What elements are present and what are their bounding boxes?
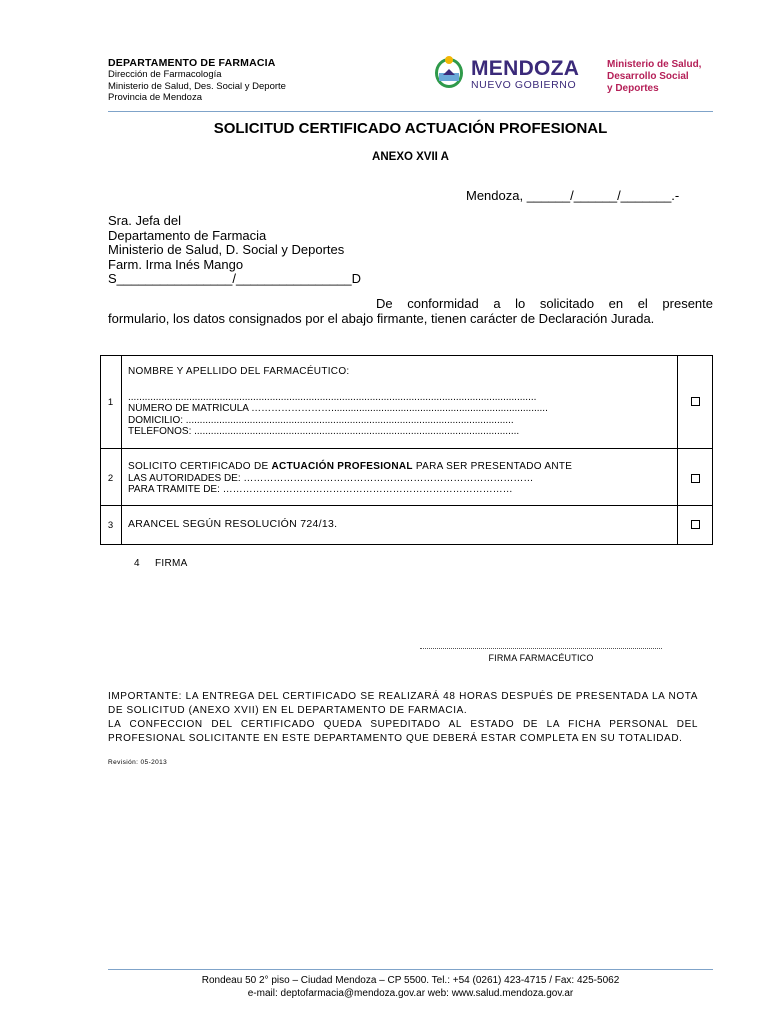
important-paragraph: IMPORTANTE: LA ENTREGA DEL CERTIFICADO SE REALIZARÁ 48 HORAS DESPUÉS DE PRESENTADA LA NOTA DE SOLICITUD (ANEXO XVII) EN EL DEPARTAMENTO DE FARMACIA.: [108, 691, 698, 716]
procedure-field[interactable]: PARA TRÁMITE DE: ……………………………………………………………………………: [128, 484, 513, 495]
logo-ministry-line: Desarrollo Social: [607, 71, 689, 82]
date-line: Mendoza, ______/______/_______.-: [466, 188, 680, 203]
pharmacist-name-label: NOMBRE Y APELLIDO DEL FARMACÉUTICO:: [128, 366, 350, 377]
row-number: 3: [107, 520, 114, 531]
addressee-line: S________________/________________D: [108, 271, 362, 286]
addressee-line: Ministerio de Salud, D. Social y Deportes: [108, 242, 345, 257]
table-divider: [100, 448, 713, 449]
addressee-line: Sra. Jefa del: [108, 213, 181, 228]
header-divider: [108, 111, 713, 112]
signature-number: 4: [134, 558, 140, 569]
checkbox-icon[interactable]: [691, 474, 700, 483]
department-header: [108, 57, 398, 104]
checkbox-icon[interactable]: [691, 397, 700, 406]
addressee-line: Departamento de Farmacia: [108, 227, 267, 243]
header-line-ministerio: Ministerio de Salud, Des. Social y Deporte: [108, 80, 286, 92]
important-paragraph: LA CONFECCION DEL CERTIFICADO QUEDA SUPEDITADO AL ESTADO DE LA FICHA PERSONAL DEL PROFESIONAL SOLICITANTE EN ESTE DEPARTAMENTO QUE DEBERÁ ESTAR COMPLETA EN SU TOTALIDAD.: [108, 719, 698, 744]
province-seal-icon: [433, 55, 465, 89]
row-number: 2: [107, 473, 114, 484]
signature-label: FIRMA: [154, 558, 188, 569]
department-name: DEPARTAMENTO DE FARMACIA: [108, 57, 276, 69]
logo-ministry-line: Ministerio de Salud,: [607, 59, 702, 70]
arancel-label: ARANCEL SEGÚN RESOLUCIÓN 724/13.: [128, 518, 338, 530]
footer-divider: [108, 969, 713, 970]
header-line-provincia: Provincia de Mendoza: [108, 92, 202, 103]
request-text-bold: ACTUACIÓN PROFESIONAL: [271, 461, 413, 472]
matricula-field[interactable]: NÚMERO DE MATRÍCULA ……………………..............................................................................: [128, 403, 548, 414]
annex-label: ANEXO XVII A: [372, 151, 449, 163]
certificate-request-row: [128, 461, 673, 496]
footer-address: Rondeau 50 2° piso – Ciudad Mendoza – CP 5500. Tel.: +54 (0261) 423-4715 / Fax: 425-5062: [201, 975, 620, 986]
telefonos-field[interactable]: TELÉFONOS: .....................................................................................................................: [128, 426, 520, 437]
document-title: SOLICITUD CERTIFICADO ACTUACIÓN PROFESIONAL: [213, 120, 608, 137]
signature-line-label: FIRMA FARMACÉUTICO: [488, 653, 594, 663]
signature-line[interactable]: [420, 648, 662, 649]
footer-contact: e-mail: deptofarmacia@mendoza.gov.ar web: www.salud.mendoza.gov.ar: [247, 987, 574, 999]
request-text: PARA SER PRESENTADO ANTE: [412, 461, 573, 472]
signature-section: [134, 558, 188, 569]
checkbox-icon[interactable]: [691, 520, 700, 529]
conformity-first-line: De conformidad a lo solicitado en el presente: [376, 296, 713, 311]
government-logo: [433, 55, 703, 97]
row-number: 1: [107, 397, 114, 408]
important-note: [108, 690, 698, 746]
request-text: SOLICITO CERTIFICADO DE: [128, 461, 272, 472]
addressee-block: [108, 214, 361, 287]
pharmacist-data-row: [128, 366, 668, 438]
logo-mendoza: MENDOZA: [471, 57, 580, 80]
revision-label: Revisión: 05-2013: [108, 759, 168, 766]
domicilio-field[interactable]: DOMICILIO: ......................................................................................................................: [128, 414, 514, 426]
logo-nuevo-gobierno: NUEVO GOBIERNO: [471, 79, 577, 91]
conformity-paragraph: [108, 297, 713, 326]
footer: [108, 975, 713, 1000]
header-line-direccion: Dirección de Farmacología: [108, 69, 222, 80]
table-divider: [677, 355, 678, 545]
certificate-request-line: [128, 461, 673, 473]
conformity-rest: formulario, los datos consignados por el abajo firmante, tienen carácter de Declaración Jurada.: [108, 310, 655, 326]
logo-ministry-line: y Deportes: [607, 83, 659, 94]
table-divider: [100, 505, 713, 506]
table-divider: [121, 355, 122, 545]
authorities-field[interactable]: LAS AUTORIDADES DE: ……………………………………………………………………………: [128, 472, 534, 484]
addressee-line: Farm. Irma Inés Mango: [108, 256, 244, 272]
logo-ministry: [607, 59, 701, 95]
pharmacist-name-field[interactable]: ...................................................................................................................................................: [128, 391, 537, 403]
